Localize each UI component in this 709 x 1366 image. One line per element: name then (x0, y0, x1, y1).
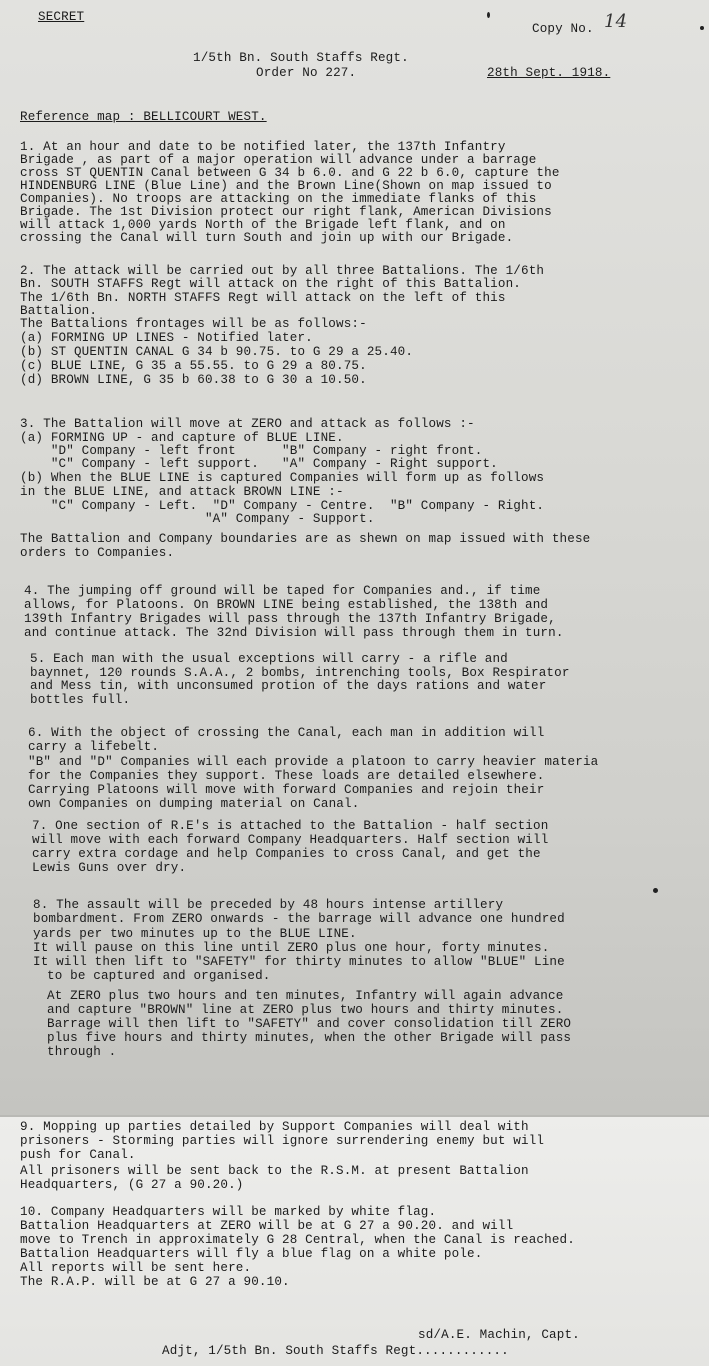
document-line: crossing the Canal will turn South and join up with our Brigade. (20, 231, 514, 245)
document-line: (a) FORMING UP LINES - Notified later. (20, 331, 313, 345)
document-line: Brigade , as part of a major operation will advance under a barrage (20, 153, 537, 167)
document-line: 7. One section of R.E's is attached to the Battalion - half section (32, 819, 549, 833)
document-line: At ZERO plus two hours and ten minutes, Infantry will again advance (47, 989, 564, 1003)
document-line: 10. Company Headquarters will be marked by white flag. (20, 1205, 437, 1219)
document-line: "C" Company - Left. "D" Company - Centre. "B" Company - Right. (20, 499, 545, 513)
document-line: will attack 1,000 yards North of the Brigade left flank, and on (20, 218, 506, 232)
document-line: All reports will be sent here. (20, 1261, 252, 1275)
signature-title: Adjt, 1/5th Bn. South Staffs Regt............ (162, 1344, 509, 1358)
document-line: bombardment. From ZERO onwards - the barrage will advance one hundred (33, 912, 565, 926)
ink-speck (487, 12, 490, 18)
document-line: (b) When the BLUE LINE is captured Companies will form up as follows (20, 471, 545, 485)
document-line: Battalion Headquarters at ZERO will be at G 27 a 90.20. and will (20, 1219, 514, 1233)
document-line: will move with each forward Company Headquarters. Half section will (32, 833, 549, 847)
document-line: Carrying Platoons will move with forward Companies and rejoin their (28, 783, 545, 797)
document-line: The R.A.P. will be at G 27 a 90.10. (20, 1275, 290, 1289)
document-line: prisoners - Storming parties will ignore surrendering enemy but will (20, 1134, 545, 1148)
document-line: (d) BROWN LINE, G 35 b 60.38 to G 30 a 10.50. (20, 373, 367, 387)
document-line: Brigade. The 1st Division protect our right flank, American Divisions (20, 205, 552, 219)
document-line: "A" Company - Support. (20, 512, 375, 526)
document-line: Headquarters, (G 27 a 90.20.) (20, 1178, 244, 1192)
document-line: It will pause on this line until ZERO plus one hour, forty minutes. (33, 941, 550, 955)
document-line: allows, for Platoons. On BROWN LINE being established, the 138th and (24, 598, 549, 612)
document-line: HINDENBURG LINE (Blue Line) and the Brown Line(Shown on map issued to (20, 179, 552, 193)
unit-title: 1/5th Bn. South Staffs Regt. (193, 51, 409, 65)
document-line: yards per two minutes up to the BLUE LINE. (33, 927, 357, 941)
document-line: 9. Mopping up parties detailed by Support Companies will deal with (20, 1120, 529, 1134)
document-line: and continue attack. The 32nd Division will pass through them in turn. (24, 626, 564, 640)
document-line: in the BLUE LINE, and attack BROWN LINE :- (20, 485, 344, 499)
document-line: Battalion. (20, 304, 98, 318)
document-line: Companies). No troops are attacking on the immediate flanks of this (20, 192, 537, 206)
document-line: 3. The Battalion will move at ZERO and attack as follows :- (20, 417, 475, 431)
document-line: (b) ST QUENTIN CANAL G 34 b 90.75. to G 29 a 25.40. (20, 345, 414, 359)
document-line: 139th Infantry Brigades will pass through the 137th Infantry Brigade, (24, 612, 556, 626)
order-number: Order No 227. (256, 66, 357, 80)
copy-label: Copy No. (532, 22, 594, 36)
classification-heading: SECRET (38, 10, 85, 24)
ink-speck (653, 888, 658, 893)
document-line: move to Trench in approximately G 28 Central, when the Canal is reached. (20, 1233, 575, 1247)
document-line: carry a lifebelt. (28, 740, 160, 754)
document-line: The Battalion and Company boundaries are as shewn on map issued with these (20, 532, 591, 546)
document-line: push for Canal. (20, 1148, 136, 1162)
document-line: plus five hours and thirty minutes, when the other Brigade will pass (47, 1031, 572, 1045)
document-line: (a) FORMING UP - and capture of BLUE LINE. (20, 431, 344, 445)
copy-number: 14 (604, 11, 628, 32)
document-line: Lewis Guns over dry. (32, 861, 187, 875)
document-line: bottles full. (30, 693, 131, 707)
document-line: All prisoners will be sent back to the R.S.M. at present Battalion (20, 1164, 529, 1178)
document-line: cross ST QUENTIN Canal between G 34 b 6.0. and G 22 b 6.0, capture the (20, 166, 560, 180)
order-date: 28th Sept. 1918. (487, 66, 611, 80)
document-line: "B" and "D" Companies will each provide a platoon to carry heavier materia (28, 755, 599, 769)
document-line: The 1/6th Bn. NORTH STAFFS Regt will attack on the left of this (20, 291, 506, 305)
document-line: "D" Company - left front "B" Company - right front. (20, 444, 483, 458)
document-line: 2. The attack will be carried out by all three Battalions. The 1/6th (20, 264, 545, 278)
document-line: carry extra cordage and help Companies to cross Canal, and get the (32, 847, 541, 861)
document-line: 8. The assault will be preceded by 48 hours intense artillery (33, 898, 504, 912)
document-line: to be captured and organised. (47, 969, 271, 983)
document-line: own Companies on dumping material on Canal. (28, 797, 360, 811)
signature-name: sd/A.E. Machin, Capt. (418, 1328, 580, 1342)
reference-map: Reference map : BELLICOURT WEST. (20, 110, 267, 124)
document-line: Battalion Headquarters will fly a blue flag on a white pole. (20, 1247, 483, 1261)
document-line: for the Companies they support. These loads are detailed elsewhere. (28, 769, 545, 783)
document-line: 1. At an hour and date to be notified later, the 137th Infantry (20, 140, 506, 154)
document-line: It will then lift to "SAFETY" for thirty minutes to allow "BLUE" Line (33, 955, 565, 969)
document-line: orders to Companies. (20, 546, 175, 560)
ink-speck (700, 26, 704, 30)
document-line: The Battalions frontages will be as follows:- (20, 317, 367, 331)
document-line: baynnet, 120 rounds S.A.A., 2 bombs, intrenching tools, Box Respirator (30, 666, 570, 680)
document-line: (c) BLUE LINE, G 35 a 55.55. to G 29 a 80.75. (20, 359, 367, 373)
document-line: and capture "BROWN" line at ZERO plus two hours and thirty minutes. (47, 1003, 564, 1017)
document-line: through . (47, 1045, 117, 1059)
document-line: Bn. SOUTH STAFFS Regt will attack on the right of this Battalion. (20, 277, 521, 291)
document-line: Barrage will then lift to "SAFETY" and cover consolidation till ZERO (47, 1017, 572, 1031)
document-line: 4. The jumping off ground will be taped for Companies and., if time (24, 584, 541, 598)
document-line: 5. Each man with the usual exceptions will carry - a rifle and (30, 652, 508, 666)
document-line: "C" Company - left support. "A" Company - Right support. (20, 457, 498, 471)
document-line: and Mess tin, with unconsumed protion of the days rations and water (30, 679, 547, 693)
document-line: 6. With the object of crossing the Canal, each man in addition will (28, 726, 545, 740)
